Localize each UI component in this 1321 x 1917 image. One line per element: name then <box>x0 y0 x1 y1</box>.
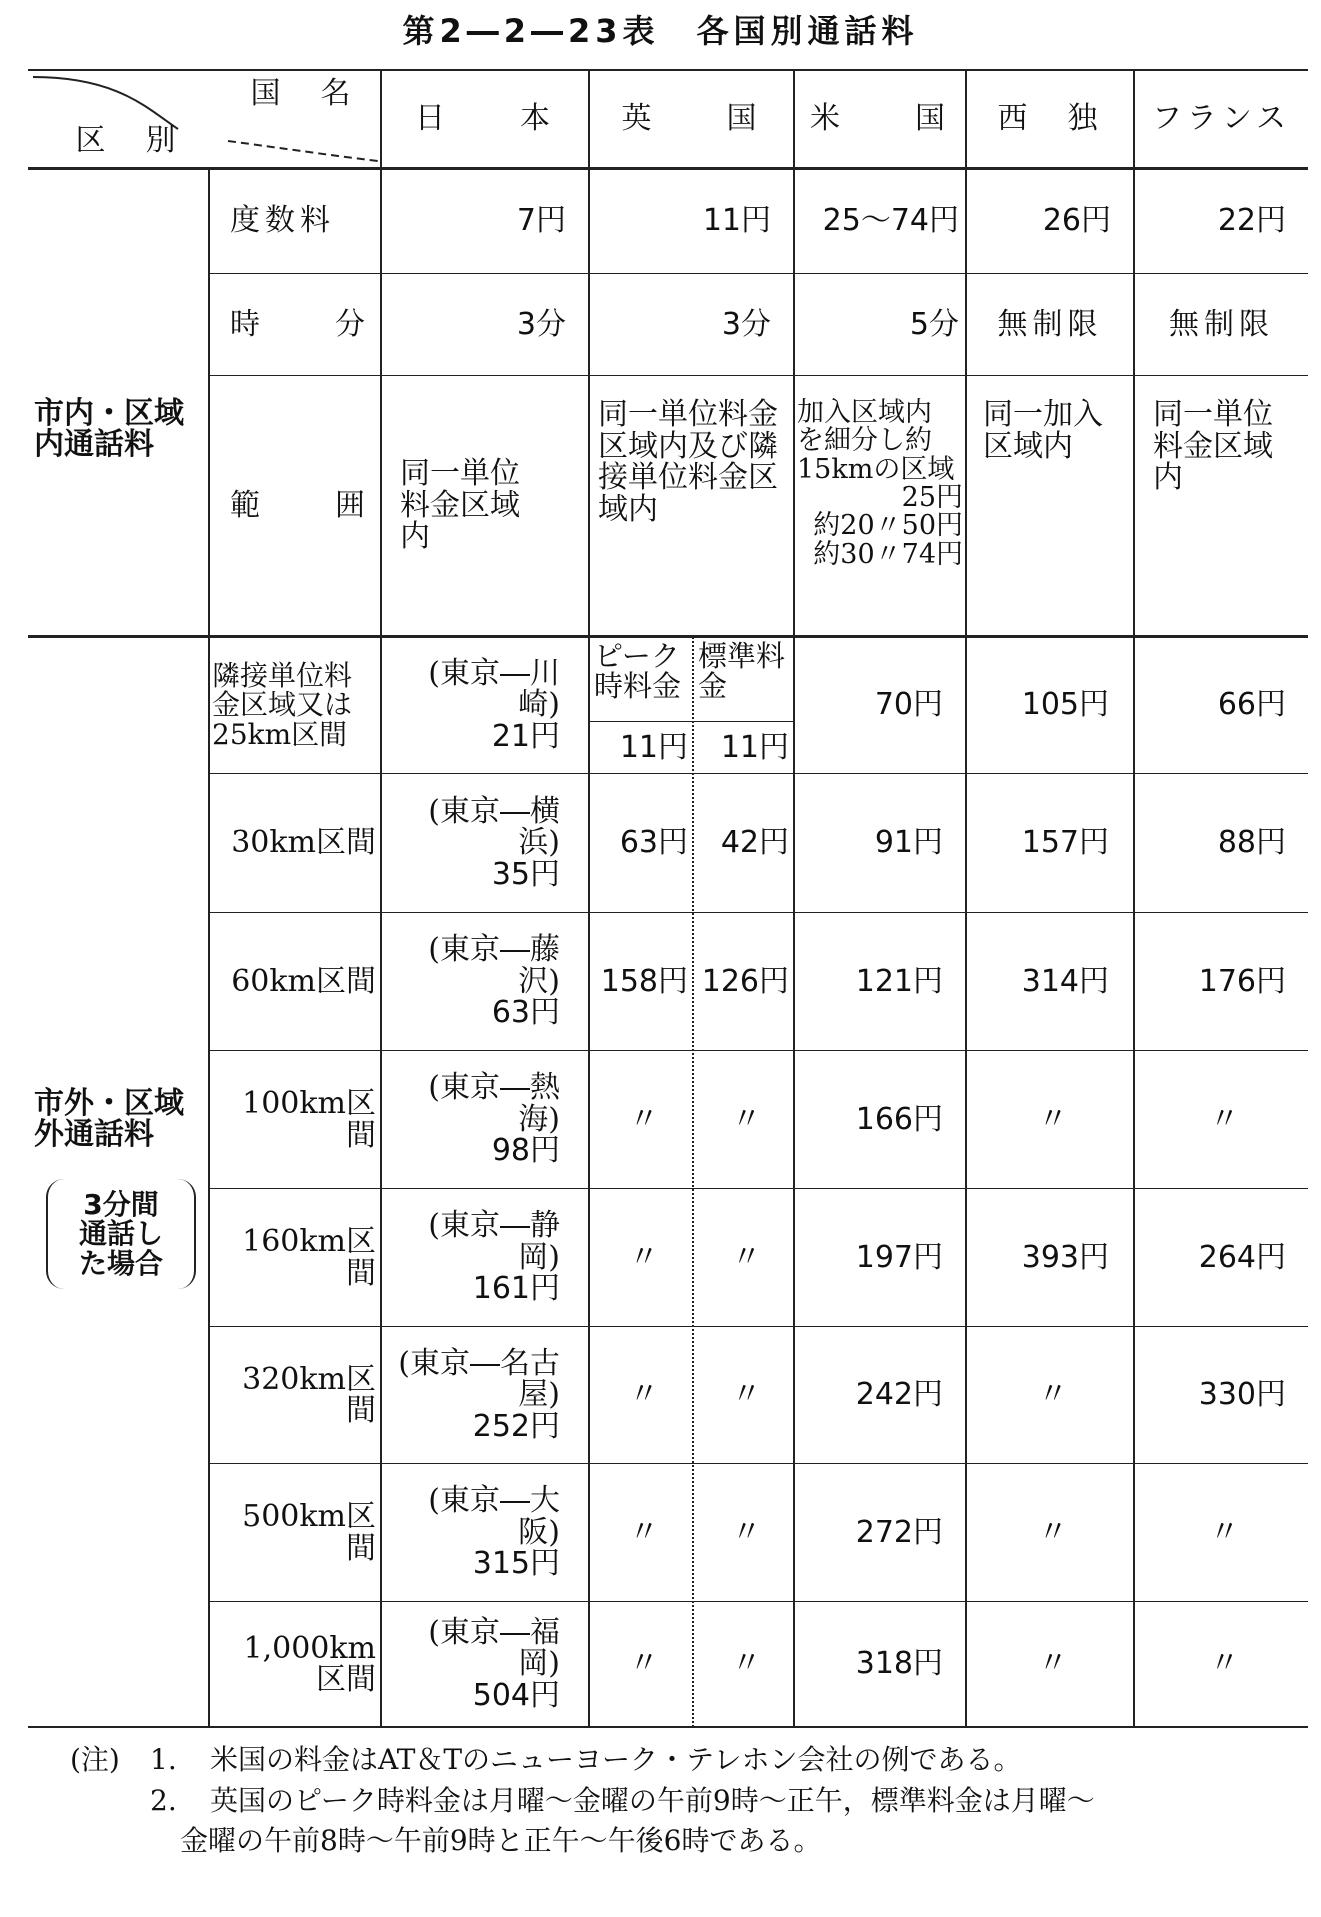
price-text: 504円 <box>472 1677 560 1713</box>
row-label: 1,000km区間 <box>243 1630 376 1697</box>
cell-wgermany: 〃 <box>1038 1377 1068 1413</box>
price-text: 98円 <box>491 1133 560 1169</box>
uk-peak-subheader: ピーク時料金 <box>594 639 682 704</box>
price-text: 252円 <box>472 1408 560 1444</box>
us-range-line: 加入区域内 <box>797 397 932 428</box>
uk-subheader-underline <box>588 721 793 722</box>
header-country-wgermany: 西 独 <box>997 101 1103 137</box>
cell-wgermany: 157円 <box>1021 825 1109 861</box>
cell-wgermany: 〃 <box>1038 1646 1068 1682</box>
cell-japan <box>382 1189 588 1326</box>
header-country-japan: 日 本 <box>415 101 555 137</box>
row-label: 時 分 <box>230 306 370 342</box>
route-text: (東京―横浜) <box>428 793 560 861</box>
price-text: 315円 <box>472 1546 560 1582</box>
cell-wgermany: 26円 <box>1042 203 1111 239</box>
cell-france: 66円 <box>1217 687 1286 723</box>
cell-uk: 11円 <box>702 203 771 239</box>
cell-france: 〃 <box>1209 1646 1240 1682</box>
cell-uk-standard: 42円 <box>720 825 789 861</box>
row-label: 30km区間 <box>231 825 376 861</box>
cell-us: 70円 <box>874 687 943 723</box>
note-number: 2. <box>150 1783 177 1817</box>
price-text: 21円 <box>491 718 560 754</box>
cell-uk-standard: 126円 <box>701 963 789 999</box>
row-label: 範 囲 <box>230 487 370 523</box>
cell-uk-peak: 〃 <box>629 1514 659 1550</box>
header-category: 区 別 <box>75 123 181 159</box>
cell-france: 330円 <box>1198 1377 1286 1413</box>
cell-us: 166円 <box>855 1101 943 1137</box>
group-label-line: 外通話料 <box>34 1117 154 1152</box>
header-country-france: フランス <box>1151 101 1292 137</box>
route-text: (東京―藤沢) <box>428 932 560 999</box>
cell-wgermany: 314円 <box>1021 963 1109 999</box>
cell-wgermany: 〃 <box>1038 1101 1068 1137</box>
note-number: 1. <box>150 1743 177 1776</box>
cell-us: 242円 <box>855 1377 943 1413</box>
route-text: (東京―静岡) <box>428 1208 560 1275</box>
cell-japan <box>382 1464 588 1601</box>
route-text: (東京―名古屋) <box>398 1345 560 1413</box>
cell-us: 318円 <box>855 1646 943 1682</box>
group-label-line: 市外・区域 <box>34 1085 184 1121</box>
us-range-line: 15kmの区域 <box>797 453 955 485</box>
cell-uk-peak: 〃 <box>629 1377 659 1413</box>
row-label: 隣接単位料金区域又は25km区間 <box>212 658 353 751</box>
cell-uk: 3分 <box>721 306 771 342</box>
wgermany-range-text: 同一加入区域内 <box>983 397 1103 464</box>
cell-france: 〃 <box>1209 1101 1240 1137</box>
cell-japan: 3分 <box>516 306 566 342</box>
cell-uk-standard: 〃 <box>731 1514 762 1550</box>
cell-uk-standard: 〃 <box>731 1101 762 1137</box>
cell-wgermany: 393円 <box>1021 1239 1109 1275</box>
cell-us: 5分 <box>909 306 959 342</box>
cell-japan <box>382 774 588 912</box>
cell-japan <box>382 637 588 773</box>
uk-standard-subheader: 標準料金 <box>698 639 786 704</box>
route-text: (東京―大阪) <box>428 1483 560 1550</box>
cell-france: 88円 <box>1217 825 1286 861</box>
table-bottom-border <box>28 1726 1308 1728</box>
cell-france: 〃 <box>1209 1514 1240 1550</box>
cell-us: 197円 <box>855 1239 943 1275</box>
note-1 <box>70 1740 1310 1781</box>
group-note-line: 通話し <box>78 1217 163 1251</box>
row-label: 度数料 <box>230 203 335 239</box>
cell-japan <box>382 913 588 1050</box>
header-country-uk: 英 国 <box>621 101 762 137</box>
us-range-line: 25円 <box>901 482 963 514</box>
note-text: 英国のピーク時料金は月曜～金曜の午前9時～正午，標準料金は月曜～ <box>210 1783 1095 1817</box>
us-range-line: を細分し約 <box>797 425 932 457</box>
group-note-line: た場合 <box>78 1246 163 1280</box>
row-label: 320km区間 <box>242 1361 376 1428</box>
header-country-us: 米 国 <box>810 101 950 137</box>
cell-us: 25～74円 <box>822 203 959 239</box>
header-country-name: 国 名 <box>250 76 356 112</box>
cell-uk-standard: 〃 <box>731 1239 762 1275</box>
uk-range-text: 同一単位料金区域内及び隣接単位料金区域内 <box>598 397 778 527</box>
cell-uk-standard: 11円 <box>720 730 789 766</box>
cell-uk-peak: 〃 <box>629 1239 659 1275</box>
cell-wgermany: 105円 <box>1021 687 1109 723</box>
cell-uk-peak: 〃 <box>629 1101 659 1137</box>
france-range-text: 同一単位料金区域内 <box>1153 397 1273 495</box>
long-distance-group-note <box>46 1179 196 1289</box>
cell-us: 91円 <box>874 825 943 861</box>
note-2-continued: 金曜の午前8時～午前9時と正午～午後6時である。 <box>180 1824 822 1858</box>
notes <box>70 1740 1310 1862</box>
cell-uk-standard: 〃 <box>731 1646 762 1682</box>
cell-japan <box>382 1051 588 1188</box>
cell-france: 22円 <box>1217 203 1286 239</box>
price-text: 161円 <box>472 1271 560 1307</box>
row-label: 60km区間 <box>231 963 376 999</box>
price-text: 35円 <box>491 856 560 892</box>
route-text: (東京―熱海) <box>428 1070 560 1137</box>
row-label: 160km区間 <box>242 1224 376 1291</box>
us-range-line: 約30〃74円 <box>813 538 963 570</box>
cell-japan <box>382 1327 588 1463</box>
cell-uk-peak: 〃 <box>629 1646 659 1682</box>
cell-france: 無制限 <box>1169 306 1274 342</box>
cell-wgermany: 〃 <box>1038 1514 1068 1550</box>
local-group-label: 市内・区域内通話料 <box>34 395 184 462</box>
row-label: 100km区間 <box>242 1086 376 1153</box>
cell-japan: 7円 <box>516 203 566 239</box>
call-charges-table <box>28 69 1308 1728</box>
long-distance-group-label <box>28 1079 208 1159</box>
cell-japan <box>382 1602 588 1726</box>
cell-uk-peak: 63円 <box>619 825 688 861</box>
cell-us: 121円 <box>855 963 943 999</box>
cell-uk-peak: 158円 <box>600 963 688 999</box>
cell-wgermany <box>967 399 1133 479</box>
cell-uk-standard: 〃 <box>731 1377 762 1413</box>
group-note-line: 3分間 <box>83 1187 159 1221</box>
table-title: 第2―2―23表 各国別通話料 <box>402 12 919 50</box>
cell-japan: 同一単位料金区域内 <box>400 456 520 555</box>
note-prefix: (注) <box>70 1743 120 1776</box>
price-text: 63円 <box>491 995 560 1031</box>
cell-us <box>795 399 965 599</box>
cell-uk <box>590 397 793 527</box>
cell-france: 176円 <box>1198 963 1286 999</box>
cell-uk-peak: 11円 <box>619 730 688 766</box>
cell-us: 272円 <box>855 1514 943 1550</box>
cell-wgermany: 無制限 <box>997 306 1103 342</box>
row-label: 500km区間 <box>242 1499 376 1566</box>
route-text: (東京―川崎) <box>428 655 560 723</box>
note-text: 米国の料金はAT＆Tのニューヨーク・テレホン会社の例である。 <box>210 1743 1022 1776</box>
us-range-line: 約20〃50円 <box>813 510 963 542</box>
route-text: (東京―福岡) <box>428 1614 560 1682</box>
cell-france: 264円 <box>1198 1239 1286 1275</box>
note-2 <box>70 1781 1310 1822</box>
cell-france <box>1135 399 1308 509</box>
